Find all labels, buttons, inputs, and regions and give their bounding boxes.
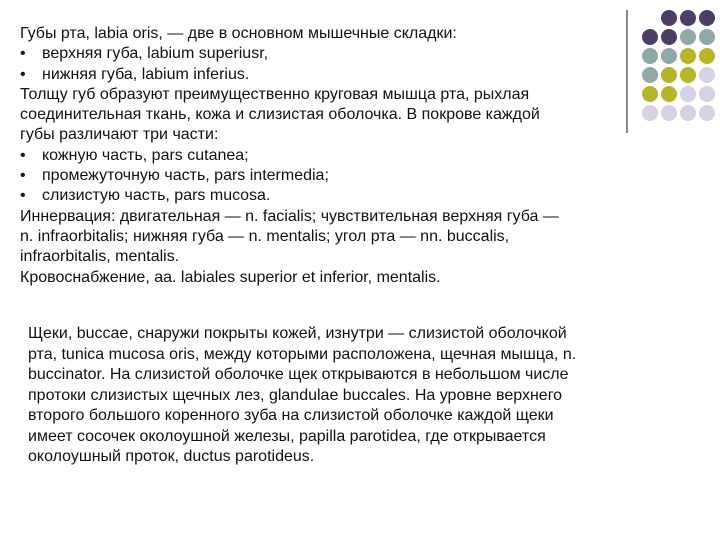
text-line: рта, tunica mucosa oris, между которыми расположена, щечная мышца, n. [28, 345, 577, 363]
text-line: Толщу губ образуют преимущественно круговая мышца рта, рыхлая [20, 85, 530, 103]
decor-dot [680, 10, 696, 26]
text-line: Щеки, buccae, снаружи покрыты кожей, изнутри — слизистой оболочкой [28, 325, 567, 342]
text-line: второго большого коренного зуба на слизистой оболочке каждой щеки [28, 407, 554, 424]
decor-dot [661, 48, 677, 64]
text-line: n. infraorbitalis; нижняя губа — n. mentalis; угол рта — nn. buccalis, [20, 227, 510, 245]
text-line: околоушный проток, ductus parotideus. [28, 448, 315, 465]
text-line: Губы рта, labia oris, — две в основном мышечные складки: [20, 25, 457, 42]
decor-dot [699, 48, 715, 64]
decor-dot [680, 29, 696, 45]
text-line: протоки слизистых щечных лез, glandulae buccales. На уровне верхнего [28, 386, 563, 404]
text-line: губы различают три части: [20, 126, 219, 144]
bullet-item: • кожную часть, pars cutanea; [20, 146, 640, 166]
text-line: buccinator. На слизистой оболочке щек открываются в небольшом числе [28, 366, 569, 383]
decor-dot [699, 86, 715, 102]
decor-dot [642, 105, 658, 121]
decor-dot [642, 86, 658, 102]
decor-dot [699, 10, 715, 26]
decor-dot [699, 105, 715, 121]
decor-dot [680, 86, 696, 102]
decor-dot [680, 105, 696, 121]
text-line: Иннервация: двигательная — n. facialis; чувствительная верхняя губа — [20, 207, 559, 225]
text-line: соединительная ткань, кожа и слизистая оболочка. В покрове каждой [20, 106, 540, 124]
bullet-item: • слизистую часть, pars mucosa. [20, 186, 640, 206]
decor-dot [699, 29, 715, 45]
cheeks-paragraph [28, 324, 668, 468]
decor-dot [661, 67, 677, 83]
decor-dot [680, 67, 696, 83]
text-line: Кровоснабжение, aa. labiales superior et inferior, mentalis. [20, 268, 441, 286]
text-line: имеет сосочек околоушной железы, papilla parotidea, где открывается [28, 427, 546, 445]
decor-dot [699, 67, 715, 83]
bullet-item: • нижняя губа, labium inferius. [20, 65, 640, 85]
bullet-item: • промежуточную часть, pars intermedia; [20, 166, 640, 186]
decor-dot [642, 10, 658, 26]
decor-dot [661, 105, 677, 121]
bullet-item: • верхняя губа, labium superiusr, [20, 44, 640, 64]
decor-dot [642, 67, 658, 83]
lips-paragraph [20, 24, 640, 288]
decor-dot [661, 10, 677, 26]
decor-dot [642, 48, 658, 64]
decor-dot [680, 48, 696, 64]
decor-dot [661, 29, 677, 45]
decor-dot [661, 86, 677, 102]
text-line: infraorbitalis, mentalis. [20, 248, 180, 266]
decor-dot [642, 29, 658, 45]
decorative-dot-grid [642, 10, 715, 121]
